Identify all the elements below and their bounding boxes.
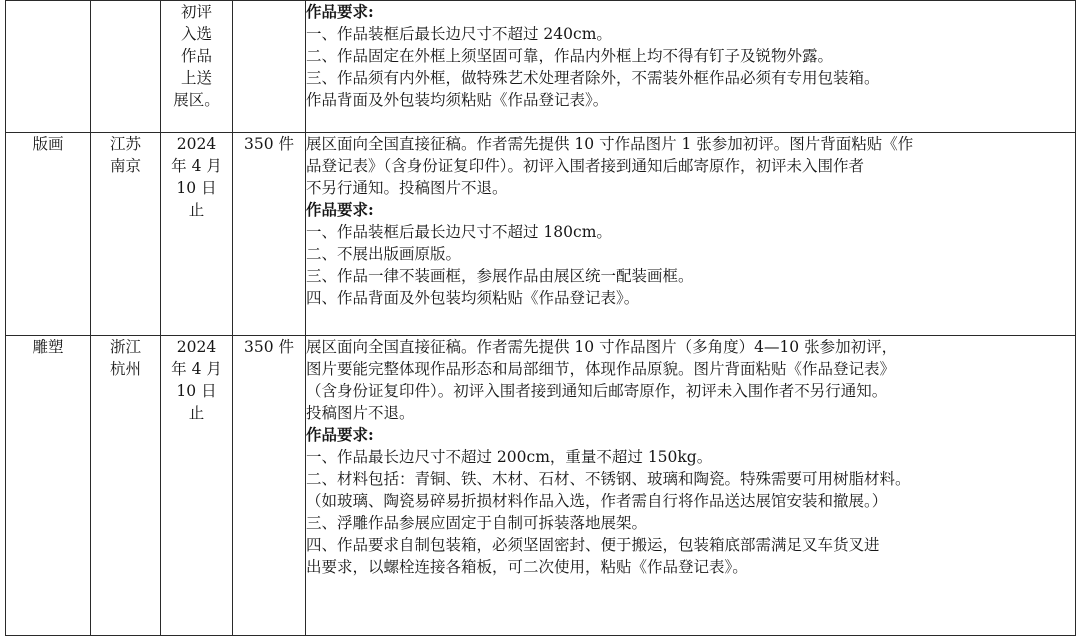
requirement-item: 一、作品最长边尺寸不超过 200cm，重量不超过 150kg。 [306, 448, 713, 466]
exhibition-requirements-table [5, 0, 1076, 636]
quota-count: 350 件 [243, 135, 294, 153]
category-label: 雕塑 [32, 338, 64, 356]
deadline-cell [161, 336, 233, 636]
location-text: 杭州 [109, 360, 141, 378]
requirement-item: 三、作品须有内外框，做特殊艺术处理者除外，不需装外框作品必须有专用包装箱。 [306, 69, 880, 87]
table-row [6, 1, 1076, 133]
table-row [6, 133, 1076, 336]
location-cell [91, 133, 161, 336]
location-text: 浙江 [109, 338, 141, 356]
requirements-cell [306, 336, 1076, 636]
intro-line: 投稿图片不退。 [306, 404, 415, 422]
intro-line: 展区面向全国直接征稿。作者需先提供 10 寸作品图片（多角度）4—10 张参加初评， [306, 338, 898, 356]
location-cell [91, 1, 161, 133]
requirements-cell [306, 1, 1076, 133]
category-cell [6, 336, 91, 636]
deadline-text: 10 日 [176, 179, 217, 197]
deadline-text: 2024 [176, 338, 217, 356]
deadline-cell [161, 133, 233, 336]
requirements-heading: 作品要求: [306, 425, 374, 444]
requirement-item: 出要求，以螺栓连接各箱板，可二次使用，粘贴《作品登记表》。 [306, 558, 748, 576]
intro-line: 不另行通知。投稿图片不退。 [306, 179, 508, 197]
requirement-item: 作品背面及外包装均须粘贴《作品登记表》。 [306, 91, 609, 109]
requirement-item: 二、材料包括：青铜、铁、木材、石材、不锈钢、玻璃和陶瓷。特殊需要可用树脂材料。 [306, 470, 911, 488]
location-text: 江苏 [109, 135, 141, 153]
quota-cell [233, 336, 306, 636]
deadline-text: 上送 [180, 69, 212, 87]
intro-line: （含身份证复印件）。初评入围者接到通知后邮寄原作，初评未入围作者不另行通知。 [306, 382, 888, 400]
table-row [6, 336, 1076, 636]
deadline-text: 2024 [176, 135, 217, 153]
requirements-cell [306, 133, 1076, 336]
requirements-heading: 作品要求: [306, 200, 374, 219]
quota-cell [233, 133, 306, 336]
requirement-item: 二、作品固定在外框上须坚固可靠，作品内外框上均不得有钉子及锐物外露。 [306, 47, 834, 65]
category-cell [6, 133, 91, 336]
category-cell [6, 1, 91, 133]
requirement-item: 四、作品背面及外包装均须粘贴《作品登记表》。 [306, 289, 640, 307]
requirement-item: 一、作品装框后最长边尺寸不超过 180cm。 [306, 223, 612, 241]
intro-line: 展区面向全国直接征稿。作者需先提供 10 寸作品图片 1 张参加初评。图片背面粘贴《作 [306, 135, 914, 153]
category-label: 版画 [32, 135, 64, 153]
requirement-item: 一、作品装框后最长边尺寸不超过 240cm。 [306, 25, 612, 43]
deadline-text: 展区。 [173, 91, 220, 109]
intro-line: 品登记表》（含身份证复印件）。初评入围者接到通知后邮寄原作，初评未入围作者 [306, 157, 865, 175]
requirement-item: 三、浮雕作品参展应固定于自制可拆装落地展架。 [306, 514, 648, 532]
deadline-text: 止 [188, 201, 205, 219]
deadline-text: 10 日 [176, 382, 217, 400]
quota-count: 350 件 [243, 338, 294, 356]
requirement-item: 二、不展出版画原版。 [306, 245, 462, 263]
deadline-cell [161, 1, 233, 133]
requirement-item: （如玻璃、陶瓷易碎易折损材料作品入选，作者需自行将作品送达展馆安装和撤展。） [306, 492, 888, 510]
requirements-heading: 作品要求: [306, 2, 374, 21]
requirement-item: 四、作品要求自制包装箱，必须坚固密封、便于搬运，包装箱底部需满足叉车货叉进 [306, 536, 880, 554]
requirement-item: 三、作品一律不装画框，参展作品由展区统一配装画框。 [306, 267, 694, 285]
deadline-text: 入选 [180, 25, 212, 43]
location-text: 南京 [109, 157, 141, 175]
deadline-text: 作品 [180, 47, 212, 65]
quota-cell [233, 1, 306, 133]
location-cell [91, 336, 161, 636]
deadline-text: 初评 [180, 3, 212, 21]
deadline-text: 年 4 月 [171, 360, 222, 378]
deadline-text: 止 [188, 404, 205, 422]
deadline-text: 年 4 月 [171, 157, 222, 175]
intro-line: 图片要能完整体现作品形态和局部细节，体现作品原貌。图片背面粘贴《作品登记表》 [306, 360, 896, 378]
